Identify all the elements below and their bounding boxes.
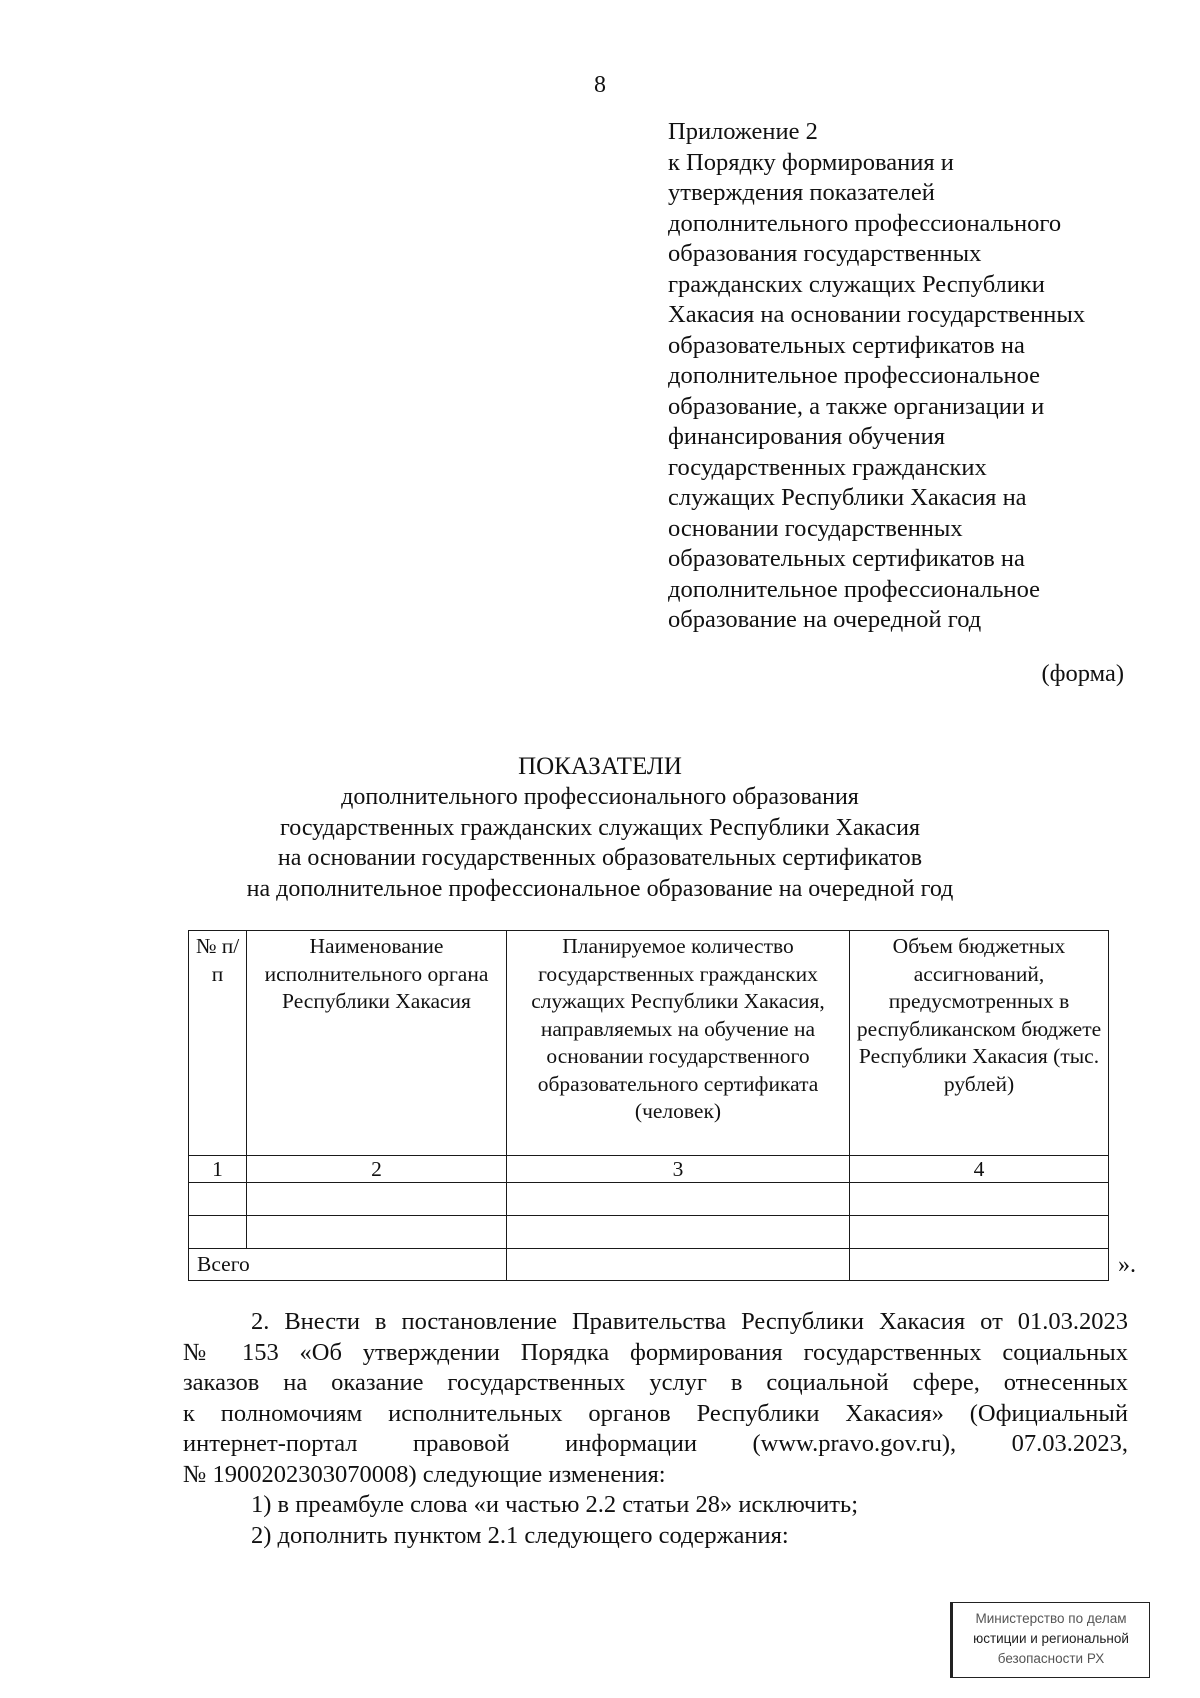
table-cell [850,1249,1109,1281]
appendix-line: к Порядку формирования и [668,148,954,176]
document-subtitle [60,782,1140,904]
paragraph-line: № 153 «Об утверждении Порядка формирования государственных социальных [183,1338,1128,1366]
indicators-table [188,930,1109,1281]
table-row [189,1183,1109,1216]
header-cell-organ: Наименование исполнительного органа Республики Хакасия [247,931,507,1156]
table-cell [247,1183,507,1216]
subtitle-line: на основании государственных образовательных сертификатов [277,845,923,871]
stamp-line: юстиции и региональной [973,1631,1129,1646]
appendix-line: основании государственных [668,514,963,542]
closing-quote: ». [1118,1252,1136,1278]
subtitle-line: на дополнительное профессиональное образование на очередной год [246,875,954,902]
appendix-line: финансирования обучения [668,423,946,450]
appendix-line: гражданских служащих Республики [668,270,1045,298]
table-cell [507,1216,850,1249]
paragraph-line: № 1900202303070008) следующие изменения: [183,1460,666,1488]
column-number: 3 [507,1156,850,1183]
table-cell [189,1183,247,1216]
total-row [189,1249,1109,1281]
appendix-line: служащих Республики Хакасия на [668,484,1027,511]
paragraph-line: к полномочиям исполнительных органов Республики Хакасия» (Официальный [183,1399,1128,1427]
appendix-line: дополнительное профессиональное [668,362,1041,389]
table-cell [850,1216,1109,1249]
appendix-line: образование на очередной год [668,606,982,633]
appendix-line: дополнительного профессионального [668,209,1062,237]
registration-stamp [950,1602,1150,1678]
table-cell [247,1216,507,1249]
table-header-row [189,931,1109,1156]
table-cell [507,1249,850,1281]
total-label: Всего [189,1249,507,1281]
appendix-line: дополнительное профессиональное [668,575,1041,603]
column-number-row [189,1156,1109,1183]
table-cell [850,1183,1109,1216]
appendix-line: образование, а также организации и [668,392,1045,420]
header-cell-number: № п/п [189,931,247,1156]
appendix-line: образования государственных [668,240,982,267]
appendix-line: государственных гражданских [668,453,987,481]
page-number: 8 [594,72,606,98]
paragraph-line: интернет-портал правовой информации (www.pravo.gov.ru), 07.03.2023, [183,1430,1128,1457]
table-cell [189,1216,247,1249]
appendix-line: образовательных сертификатов на [668,331,1025,359]
list-item: 2) дополнить пунктом 2.1 следующего содержания: [251,1521,789,1549]
subtitle-line: дополнительного профессионального образования [341,784,859,810]
paragraph-line: 2. Внести в постановление Правительства Республики Хакасия от 01.03.2023 [251,1308,1128,1335]
column-number: 4 [850,1156,1109,1183]
stamp-line: Министерство по делам [975,1611,1127,1626]
header-cell-budget: Объем бюджетных ассигнований, предусмотренных в республиканском бюджете Республики Хакасия (тыс. рублей) [850,931,1109,1156]
appendix-line: Хакасия на основании государственных [668,301,1086,328]
stamp-line: безопасности РХ [997,1651,1105,1666]
form-label: (форма) [1041,660,1124,687]
appendix-line: утверждения показателей [668,179,935,206]
column-number: 1 [189,1156,247,1183]
list-item: 1) в преамбуле слова «и частью 2.2 статьи 28» исключить; [251,1491,858,1518]
appendix-line: образовательных сертификатов на [668,545,1025,572]
paragraph-line: заказов на оказание государственных услуг в социальной сфере, отнесенных [183,1369,1128,1396]
appendix-reference [668,117,1168,636]
document-title: ПОКАЗАТЕЛИ [518,753,682,780]
appendix-line: Приложение 2 [668,118,818,145]
header-cell-quantity: Планируемое количество государственных гражданских служащих Республики Хакасия, направляемых на обучение на основании государственного образовательного сертификата (человек) [507,931,850,1156]
column-number: 2 [247,1156,507,1183]
table-row [189,1216,1109,1249]
amendment-text [183,1307,1128,1551]
subtitle-line: государственных гражданских служащих Республики Хакасия [279,814,920,841]
table-cell [507,1183,850,1216]
